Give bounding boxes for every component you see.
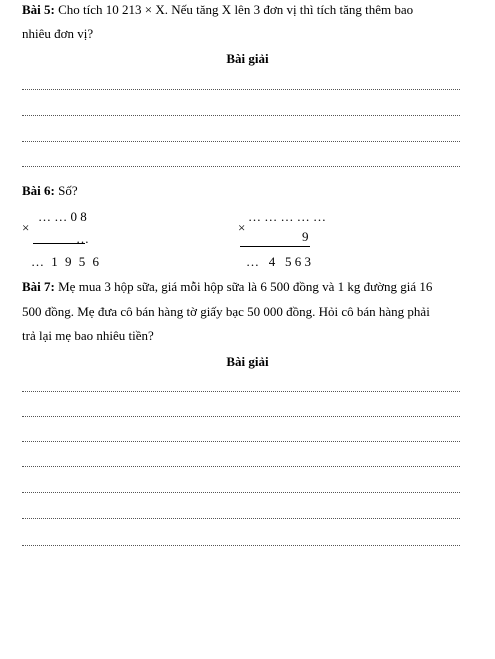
answer-line[interactable] (22, 466, 460, 467)
answer-line[interactable] (22, 545, 460, 546)
answer-line[interactable] (22, 416, 460, 417)
calc2-rule (240, 246, 310, 247)
bai7-text-line3: trả lại mẹ bao nhiêu tiền? (22, 328, 154, 343)
bai5-label: Bài 5: (22, 2, 55, 17)
calc2-times-sign: × (238, 220, 246, 235)
answer-line[interactable] (22, 115, 460, 116)
bai6-question (22, 183, 78, 199)
calc1-rule (33, 243, 85, 244)
calc2-top-number: … … … … … (248, 209, 326, 224)
bai5-text-line2: nhiêu đơn vị? (22, 26, 94, 41)
calc1-result: … 1 9 5 6 (31, 254, 101, 269)
answer-line[interactable] (22, 89, 460, 90)
answer-line[interactable] (22, 166, 460, 167)
bai7-question-line1 (22, 279, 432, 295)
calc2-result: … 4 5 6 3 (246, 254, 311, 269)
bai7-text-line1: Mẹ mua 3 hộp sữa, giá mỗi hộp sữa là 6 500 đồng và 1 kg đường giá 16 (54, 279, 433, 294)
calc1-top-number: … … 0 8 (38, 209, 87, 224)
bai6-text: Số? (54, 183, 78, 198)
calc1-multiplier: … (76, 231, 89, 246)
bai5-text-line1: Cho tích 10 213 × X. Nếu tăng X lên 3 đơn vị thì tích tăng thêm bao (54, 2, 414, 17)
bai5-solution-heading: Bài giải (226, 51, 269, 66)
answer-line[interactable] (22, 518, 460, 519)
answer-line[interactable] (22, 141, 460, 142)
answer-line[interactable] (22, 441, 460, 442)
bai5-question-line1 (22, 2, 413, 18)
calc2-multiplier: 9 (302, 229, 309, 244)
bai6-label: Bài 6: (22, 183, 55, 198)
answer-line[interactable] (22, 391, 460, 392)
bai7-text-line2: 500 đồng. Mẹ đưa cô bán hàng tờ giấy bạc 50 000 đồng. Hỏi cô bán hàng phải (22, 304, 430, 319)
calc1-times-sign: × (22, 220, 30, 235)
answer-line[interactable] (22, 492, 460, 493)
bai7-solution-heading: Bài giải (226, 354, 269, 369)
bai7-label: Bài 7: (22, 279, 55, 294)
